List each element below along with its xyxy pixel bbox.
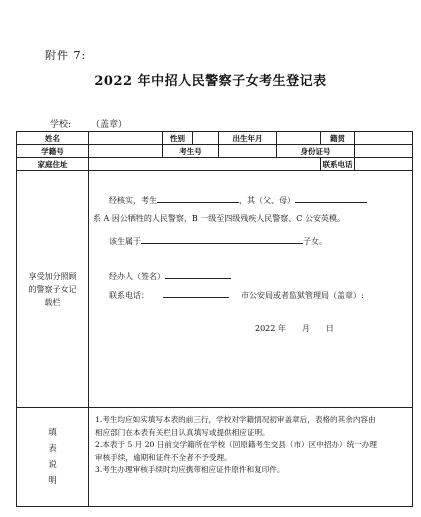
gender-field[interactable]	[193, 132, 219, 145]
handler-signature-blank[interactable]	[165, 269, 231, 279]
policy-label: 享受加分照顾的警察子女记载栏	[17, 171, 89, 408]
annex-label: 附件 7:	[45, 49, 87, 62]
verify-line-1	[109, 193, 367, 206]
verify-line1b: ，其（父、母）	[239, 196, 295, 205]
gender-label: 性别	[163, 132, 193, 145]
student-id-label: 学籍号	[17, 145, 89, 158]
instructions-cell	[89, 408, 413, 507]
form-row-ids	[17, 145, 413, 158]
exam-id-label: 考生号	[163, 145, 219, 158]
origin-label: 籍贯	[321, 132, 355, 145]
instructions-label: 填 表 说 明	[17, 408, 89, 507]
school-label: 学校:	[50, 120, 72, 130]
origin-field[interactable]	[355, 132, 413, 145]
parent-name-blank[interactable]	[295, 193, 367, 203]
form-row-instructions	[17, 408, 413, 507]
birth-field[interactable]	[277, 132, 321, 145]
exam-id-field[interactable]	[219, 145, 277, 158]
verify-line-2: 系 A 因公牺牲的人民警察、B 一级至四级残疾人民警察、C 公安英模。	[93, 214, 345, 223]
instructions-text	[95, 414, 380, 477]
handler-line	[109, 269, 231, 282]
id-card-field[interactable]	[355, 145, 413, 158]
address-label: 家庭住址	[17, 158, 89, 171]
instruction-1: 1.考生均应如实填写本表的前三行，学校对学籍情况初审盖章后，表格的其余内容由相应部门在本表有关栏目认真填写或提供相应证明。	[95, 415, 376, 437]
bureau-seal-label: 市公安局或者监狱管理局（盖章）:	[241, 291, 364, 300]
birth-label: 出生年月	[219, 132, 277, 145]
student-id-field[interactable]	[89, 145, 163, 158]
form-row-contact	[17, 158, 413, 171]
verify-line3a: 该生属于	[109, 237, 141, 246]
contact-label: 联系电话：	[109, 291, 149, 300]
form-row-basic	[17, 132, 413, 145]
category-blank[interactable]	[141, 234, 303, 244]
form-title: 2022 年中招人民警察子女考生登记表	[94, 74, 327, 89]
handler-label: 经办人（签名）	[109, 272, 165, 281]
id-card-label: 身份证号	[277, 145, 355, 158]
phone-label: 联系电话	[322, 159, 353, 169]
verify-line-3	[109, 234, 327, 247]
name-label: 姓名	[17, 132, 89, 145]
school-seal-label: （盖章）	[91, 120, 128, 130]
verify-line1a: 经核实，考生	[109, 196, 157, 205]
student-name-blank[interactable]	[157, 193, 239, 203]
instruction-3: 3.考生办理审核手续时均应携带相应证件原件和复印件。	[95, 465, 285, 474]
address-field[interactable]	[89, 158, 321, 171]
name-field[interactable]	[89, 132, 163, 145]
registration-form-table	[16, 131, 413, 507]
policy-cell	[89, 171, 413, 408]
form-row-policy	[17, 171, 413, 408]
school-line	[50, 117, 127, 130]
phone-field[interactable]	[355, 158, 413, 171]
contact-line	[109, 288, 364, 301]
verify-line3b: 子女。	[303, 237, 327, 246]
date-line: 2022 年 月 日	[255, 324, 334, 333]
instruction-2: 2.本表于 5 月 20 日前交学籍所在学校（回原籍考生交县（市）区中招办）统一办理审核手续，逾期和证件不全者不予受理。	[95, 440, 377, 462]
contact-blank[interactable]	[163, 288, 229, 298]
